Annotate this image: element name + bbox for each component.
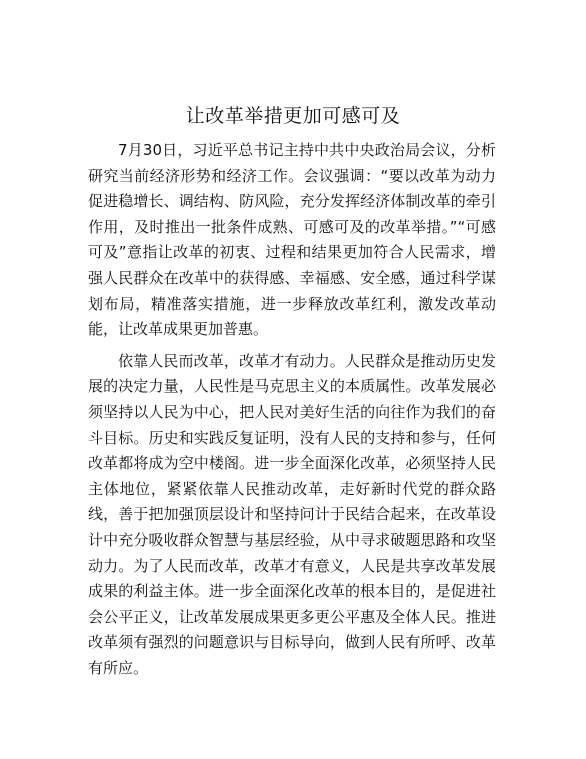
document-body: [88, 138, 496, 681]
paragraph-2: 依靠人民而改革，改革才有动力。人民群众是推动历史发展的决定力量，人民性是马克思主义的本质属性。改革发展必须坚持以人民为中心，把人民对美好生活的向往作为我们的奋斗目标。历史和实践反复证明，没有人民的支持和参与，任何改革都将成为空中楼阁。进一步全面深化改革，必须坚持人民主体地位，紧紧依靠人民推动改革，走好新时代党的群众路线，善于把加强顶层设计和坚持问计于民结合起来，在改革设计中充分吸收群众智慧与基层经验，从中寻求破题思路和攻坚动力。为了人民而改革，改革才有意义，人民是共享改革发展成果的利益主体。进一步全面深化改革的根本目的，是促进社会公平正义，让改革发展成果更多更公平惠及全体人民。推进改革须有强烈的问题意识与目标导向，做到人民有所呼、改革有所应。: [88, 351, 496, 677]
paragraph-1: 7月30日，习近平总书记主持中共中央政治局会议，分析研究当前经济形势和经济工作。会议强调：“要以改革为动力促进稳增长、调结构、防风险，充分发挥经济体制改革的牵引作用，及时推出一批条件成熟、可感可及的改革举措。”“可感可及”意指让改革的初衷、过程和结果更加符合人民需求，增强人民群众在改革中的获得感、幸福感、安全感，通过科学谋划布局，精准落实措施，进一步释放改革红利，激发改革动能，让改革成果更加普惠。: [88, 141, 496, 339]
document-title: 让改革举措更加可感可及: [185, 105, 401, 127]
